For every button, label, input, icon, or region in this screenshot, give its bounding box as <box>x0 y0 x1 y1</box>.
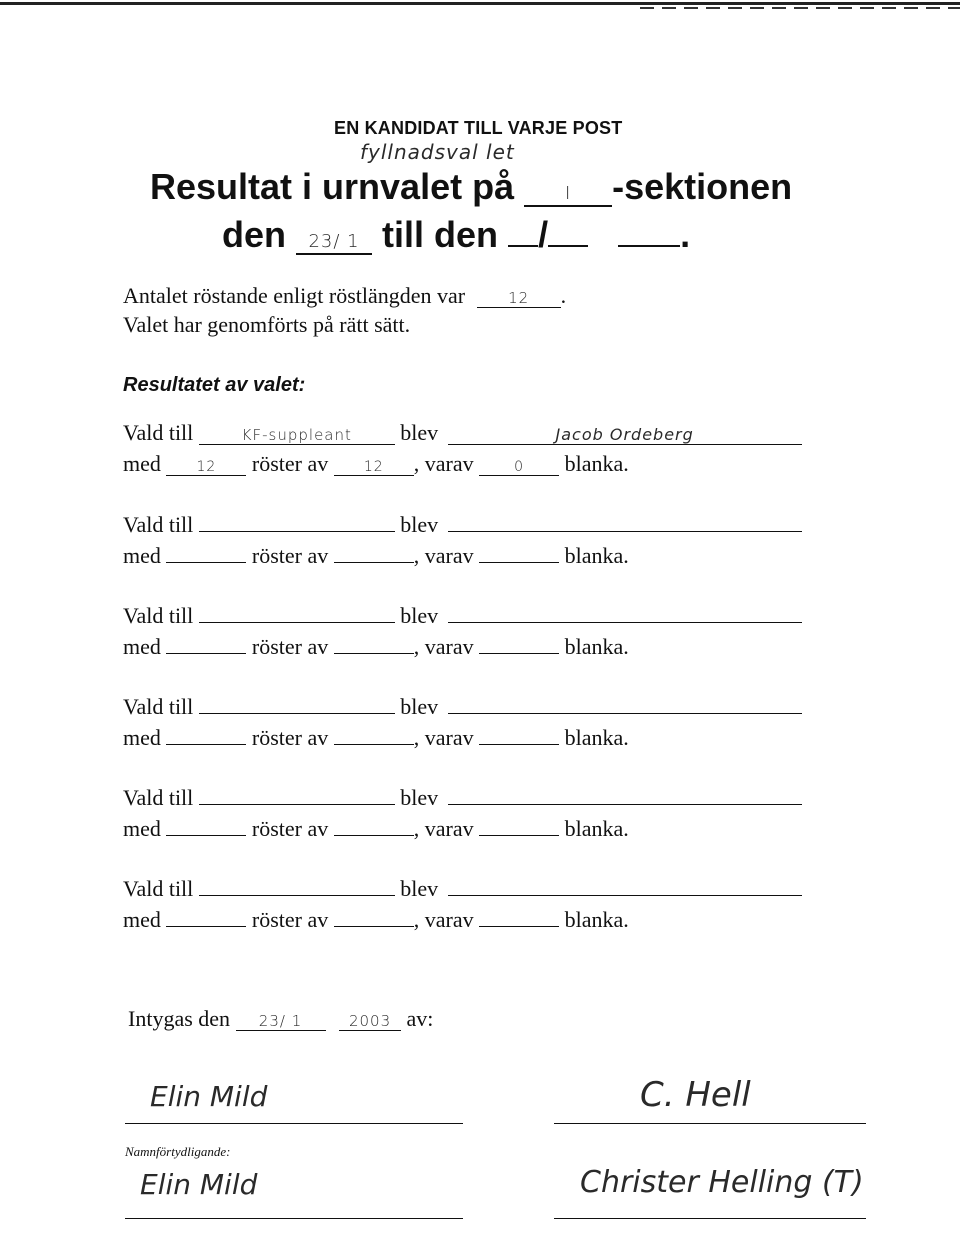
blanka-label: blanka. <box>564 634 629 659</box>
valid-statement: Valet har genomförts på rätt sätt. <box>123 312 411 337</box>
elected-field[interactable] <box>448 531 802 532</box>
signature-right-line[interactable] <box>554 1123 866 1124</box>
blanka-label: blanka. <box>564 451 629 476</box>
roster-av-label: röster av <box>251 451 329 476</box>
post-field[interactable] <box>199 422 395 445</box>
section-field[interactable] <box>524 169 612 207</box>
total-field[interactable] <box>334 453 414 476</box>
varav-label: , varav <box>413 725 474 750</box>
vald-till-label: Vald till <box>123 603 194 628</box>
date-from-prefix: den <box>222 214 287 255</box>
post-field[interactable] <box>199 804 395 805</box>
result-row-post <box>123 785 802 811</box>
post-field[interactable] <box>199 895 395 896</box>
signature-left-line[interactable] <box>125 1123 463 1124</box>
signature-left: Elin Mild <box>150 1080 268 1113</box>
blank-field[interactable] <box>479 453 559 476</box>
votes-field[interactable] <box>166 835 246 836</box>
blanka-label: blanka. <box>564 816 629 841</box>
certification-line <box>128 1006 433 1032</box>
result-row-post <box>123 420 802 446</box>
title-prefix: Resultat i urnvalet på <box>150 166 515 207</box>
result-row-votes <box>123 451 629 477</box>
total-field[interactable] <box>334 835 414 836</box>
name-left-line[interactable] <box>125 1218 463 1219</box>
voters-fill: 12 <box>508 289 530 307</box>
cert-suffix: av: <box>406 1006 434 1031</box>
blev-label: blev <box>400 694 439 719</box>
blank-field[interactable] <box>479 562 559 563</box>
vald-till-label: Vald till <box>123 420 194 445</box>
blanka-label: blanka. <box>564 725 629 750</box>
elected-field[interactable] <box>448 622 802 623</box>
voters-line: Antalet röstande enligt röstlängden var 12 . <box>123 283 567 308</box>
voters-label: Antalet röstande enligt röstlängden var <box>123 283 466 308</box>
roster-av-label: röster av <box>251 725 329 750</box>
vald-till-label: Vald till <box>123 785 194 810</box>
blev-label: blev <box>400 603 439 628</box>
votes-field[interactable] <box>166 926 246 927</box>
results-heading: Resultatet av valet: <box>123 374 306 396</box>
blev-label: blev <box>400 785 439 810</box>
total-field[interactable] <box>334 562 414 563</box>
elected-field[interactable] <box>448 422 802 445</box>
result-row-post <box>123 694 802 720</box>
votes-field[interactable] <box>166 744 246 745</box>
name-right-line[interactable] <box>554 1218 866 1219</box>
med-label: med <box>123 451 161 476</box>
votes-field[interactable] <box>166 653 246 654</box>
varav-label: , varav <box>413 543 474 568</box>
name-right: Christer Helling (T) <box>580 1165 864 1200</box>
votes-fill: 12 <box>196 459 217 475</box>
voters-field[interactable] <box>477 285 561 308</box>
blev-label: blev <box>400 512 439 537</box>
post-field[interactable] <box>199 622 395 623</box>
cert-year-fill: 2003 <box>348 1012 392 1030</box>
total-field[interactable] <box>334 744 414 745</box>
post-field[interactable] <box>199 713 395 714</box>
result-row-votes <box>123 543 629 569</box>
total-field[interactable] <box>334 653 414 654</box>
handwritten-note: fyllnadsval let <box>360 140 515 164</box>
result-row-votes <box>123 634 629 660</box>
page-title <box>150 166 792 208</box>
varav-label: , varav <box>413 451 474 476</box>
clarification-label: Namnförtydligande: <box>125 1144 231 1159</box>
blev-label: blev <box>400 420 439 445</box>
vald-till-label: Vald till <box>123 512 194 537</box>
vald-till-label: Vald till <box>123 876 194 901</box>
result-row-post <box>123 603 802 629</box>
name-left: Elin Mild <box>140 1168 258 1201</box>
total-field[interactable] <box>334 926 414 927</box>
result-row-votes <box>123 725 629 751</box>
date-from-fill: 23/ 1 <box>308 231 360 252</box>
blank-fill: 0 <box>514 459 525 475</box>
varav-label: , varav <box>413 907 474 932</box>
section-fill: I <box>564 183 572 204</box>
result-row-votes <box>123 816 629 842</box>
vald-till-label: Vald till <box>123 694 194 719</box>
elected-field[interactable] <box>448 895 802 896</box>
scan-border-dashes <box>640 7 960 9</box>
blank-field[interactable] <box>479 926 559 927</box>
blank-field[interactable] <box>479 835 559 836</box>
blank-field[interactable] <box>479 653 559 654</box>
med-label: med <box>123 816 161 841</box>
blev-label: blev <box>400 876 439 901</box>
cert-prefix: Intygas den <box>128 1006 231 1031</box>
date-to-day-field[interactable] <box>508 245 538 247</box>
post-field[interactable] <box>199 531 395 532</box>
result-row-votes <box>123 907 629 933</box>
date-to-month-field[interactable] <box>548 245 588 247</box>
roster-av-label: röster av <box>251 816 329 841</box>
date-to-prefix: till den <box>382 214 499 255</box>
result-row-post <box>123 512 802 538</box>
med-label: med <box>123 634 161 659</box>
cert-year-field[interactable] <box>339 1008 401 1031</box>
roster-av-label: röster av <box>251 907 329 932</box>
elected-field[interactable] <box>448 804 802 805</box>
post-fill: KF-suppleant <box>241 426 352 444</box>
date-range: den 23/ 1 till den / . <box>222 214 691 255</box>
result-row-post <box>123 876 802 902</box>
med-label: med <box>123 907 161 932</box>
blank-field[interactable] <box>479 744 559 745</box>
blanka-label: blanka. <box>564 543 629 568</box>
elected-field[interactable] <box>448 713 802 714</box>
title-suffix: -sektionen <box>612 166 793 207</box>
varav-label: , varav <box>413 634 474 659</box>
date-to-sep: / <box>538 214 549 255</box>
elected-fill: Jacob Ordeberg <box>555 425 694 444</box>
signature-right: C. Hell <box>640 1075 751 1115</box>
med-label: med <box>123 543 161 568</box>
roster-av-label: röster av <box>251 634 329 659</box>
roster-av-label: röster av <box>251 543 329 568</box>
form-top-label: EN KANDIDAT TILL VARJE POST <box>334 118 623 138</box>
cert-date-fill: 23/ 1 <box>258 1012 303 1030</box>
varav-label: , varav <box>413 816 474 841</box>
votes-field[interactable] <box>166 562 246 563</box>
scan-border-top <box>0 2 960 5</box>
total-fill: 12 <box>363 459 384 475</box>
year-field[interactable] <box>618 245 680 247</box>
blanka-label: blanka. <box>564 907 629 932</box>
date-from-field[interactable] <box>296 217 372 255</box>
cert-date-field[interactable] <box>236 1008 326 1031</box>
votes-field[interactable] <box>166 453 246 476</box>
med-label: med <box>123 725 161 750</box>
